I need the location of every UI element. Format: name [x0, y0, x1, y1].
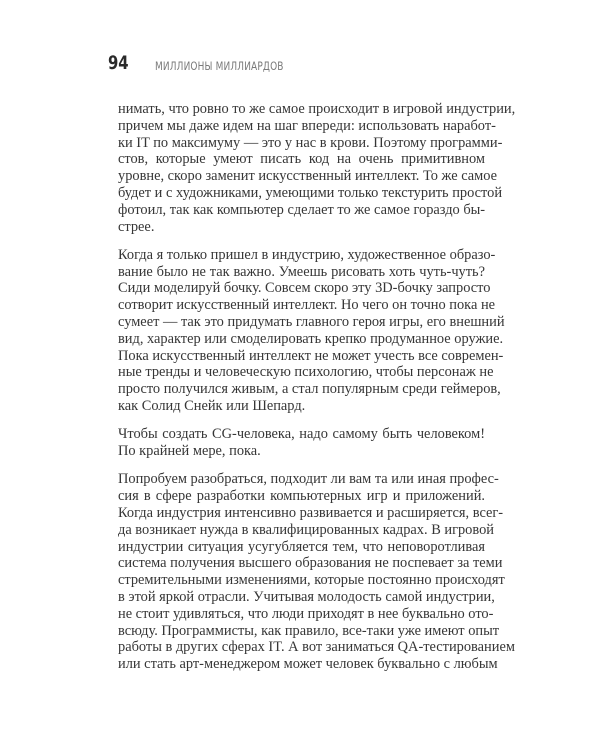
- paragraph: [118, 426, 485, 460]
- text-line: Пока искусственный интеллект не может учесть все современ-: [118, 347, 504, 364]
- text-line: фотоил, так как компьютер сделает то же самое гораздо бы-: [118, 201, 486, 218]
- text-line: сия в сфере разработки компьютерных игр и приложений.: [118, 488, 485, 505]
- text-line: Когда индустрия интенсивно развивается и расширяется, всег-: [118, 505, 504, 522]
- text-line: вид, характер или смоделировать крепко продуманное оружие.: [118, 330, 504, 347]
- text-line: нимать, что ровно то же самое происходит в игровой индустрии,: [118, 101, 516, 117]
- page-number: 94: [108, 52, 129, 74]
- text-line: стрее.: [118, 218, 155, 235]
- text-line: ные тренды и человеческую психологию, чтобы персонаж не: [118, 364, 494, 381]
- paragraph: [118, 471, 515, 673]
- text-line: Попробуем разобраться, подходит ли вам та или иная профес-: [118, 471, 499, 488]
- page-header: [0, 0, 600, 90]
- text-line: или стать арт-менеджером может человек буквально с любым: [118, 656, 498, 673]
- text-line: уровне, скоро заменит искусственный интеллект. То же самое: [118, 168, 498, 185]
- text-line: да возникает нужда в квалифицированных кадрах. В игровой: [118, 521, 494, 538]
- text-line: всюду. Программисты, как правило, все-таки уже имеют опыт: [118, 622, 500, 639]
- text-line: сотворит искусственный интеллект. Но чего он точно пока не: [118, 297, 496, 314]
- running-title: МИЛЛИОНЫ МИЛЛИАРДОВ: [155, 59, 284, 73]
- text-line: Когда я только пришел в индустрию, художественное образо-: [118, 246, 496, 263]
- text-line: система получения высшего образования не поспевает за теми: [118, 555, 503, 572]
- body-text: [118, 101, 516, 685]
- text-line: причем мы даже идем на шаг впереди: использовать наработ-: [118, 117, 496, 134]
- text-line: сумеет — так это придумать главного героя игры, его внешний: [118, 314, 505, 331]
- text-line: вание было не так важно. Умеешь рисовать хоть чуть-чуть?: [118, 263, 485, 280]
- text-line: работы в других сферах IT. А вот заниматься QA-тестированием: [118, 639, 515, 656]
- text-line: Сиди моделируй бочку. Совсем скоро эту 3D-бочку запросто: [118, 280, 491, 297]
- paragraph: [118, 246, 505, 415]
- text-line: в этой яркой отрасли. Учитывая молодость самой индустрии,: [118, 589, 495, 606]
- text-line: просто получился живым, а стал популярным среди геймеров,: [118, 381, 501, 398]
- text-line: как Солид Снейк или Шепард.: [118, 398, 306, 415]
- paragraph: [118, 101, 516, 235]
- text-line: не стоит удивляться, что люди приходят в нее буквально ото-: [118, 605, 494, 622]
- text-line: стов, которые умеют писать код на очень примитивном: [118, 151, 485, 168]
- text-line: будет и с художниками, умеющими только текстурить простой: [118, 184, 503, 201]
- text-line: Чтобы создать CG-человека, надо самому быть человеком!: [118, 426, 485, 443]
- text-line: стремительными изменениями, которые постоянно происходят: [118, 572, 505, 589]
- text-line: ки IT по максимуму — это у нас в крови. Поэтому программи-: [118, 134, 503, 151]
- text-line: индустрии ситуация усугубляется тем, что неповоротливая: [118, 538, 485, 555]
- text-line: По крайней мере, пока.: [118, 443, 261, 460]
